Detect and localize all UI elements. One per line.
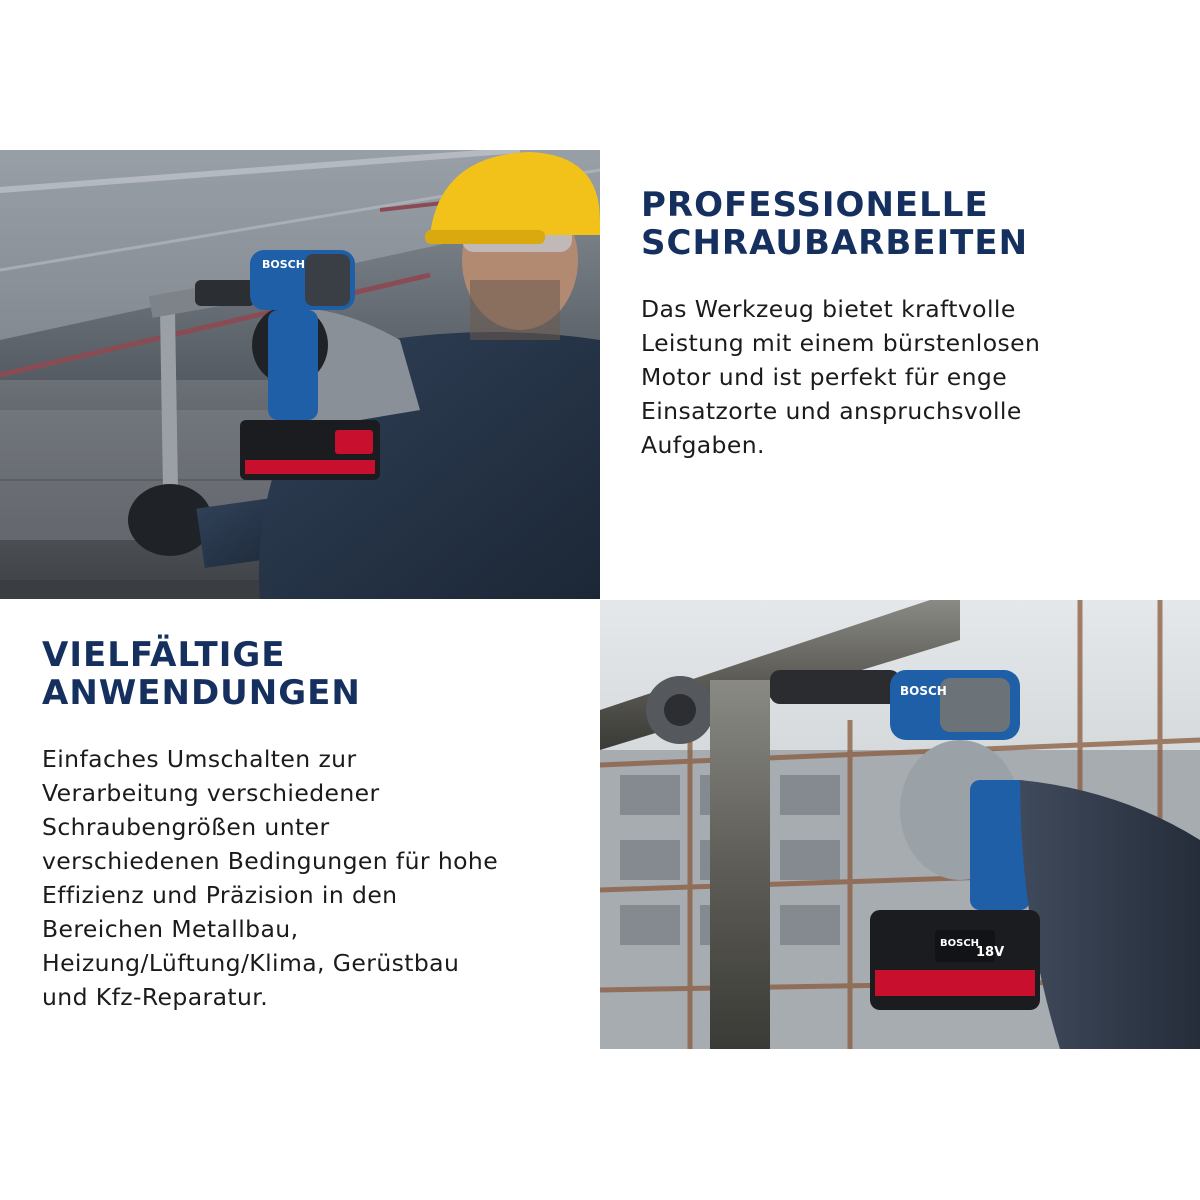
heading-professional bbox=[641, 186, 1161, 262]
body-line: Heizung/Lüftung/Klima, Gerüstbau bbox=[42, 949, 460, 977]
body-line: Bereichen Metallbau, bbox=[42, 915, 299, 943]
photo-scaffold-wrench bbox=[600, 600, 1200, 1049]
heading-line: ANWENDUNGEN bbox=[42, 673, 361, 713]
body-line: verschiedenen Bedingungen für hohe bbox=[42, 847, 499, 875]
description-applications bbox=[42, 742, 582, 1014]
heading-line: VIELFÄLTIGE bbox=[42, 635, 286, 675]
feature-block-applications bbox=[42, 636, 582, 1014]
body-line: Aufgaben. bbox=[641, 431, 765, 459]
heading-line: PROFESSIONELLE bbox=[641, 185, 989, 225]
body-line: Einfaches Umschalten zur bbox=[42, 745, 357, 773]
body-line: Verarbeitung verschiedener bbox=[42, 779, 380, 807]
battery-voltage-label: 18V bbox=[976, 945, 1005, 960]
photo-worker-ceiling bbox=[0, 150, 600, 599]
body-line: Effizienz und Präzision in den bbox=[42, 881, 398, 909]
body-line: Motor und ist perfekt für enge bbox=[641, 363, 1008, 391]
description-professional bbox=[641, 292, 1161, 462]
top-tool-logo: BOSCH bbox=[262, 258, 305, 271]
battery-logo: BOSCH bbox=[940, 938, 980, 949]
heading-line: SCHRAUBARBEITEN bbox=[641, 223, 1029, 263]
body-line: Einsatzorte und anspruchsvolle bbox=[641, 397, 1022, 425]
svg-text:BOSCH: BOSCH bbox=[900, 684, 947, 698]
heading-applications bbox=[42, 636, 582, 712]
body-line: Schraubengrößen unter bbox=[42, 813, 330, 841]
body-line: Das Werkzeug bietet kraftvolle bbox=[641, 295, 1016, 323]
body-line: Leistung mit einem bürstenlosen bbox=[641, 329, 1041, 357]
feature-block-professional bbox=[641, 186, 1161, 462]
body-line: und Kfz-Reparatur. bbox=[42, 983, 269, 1011]
